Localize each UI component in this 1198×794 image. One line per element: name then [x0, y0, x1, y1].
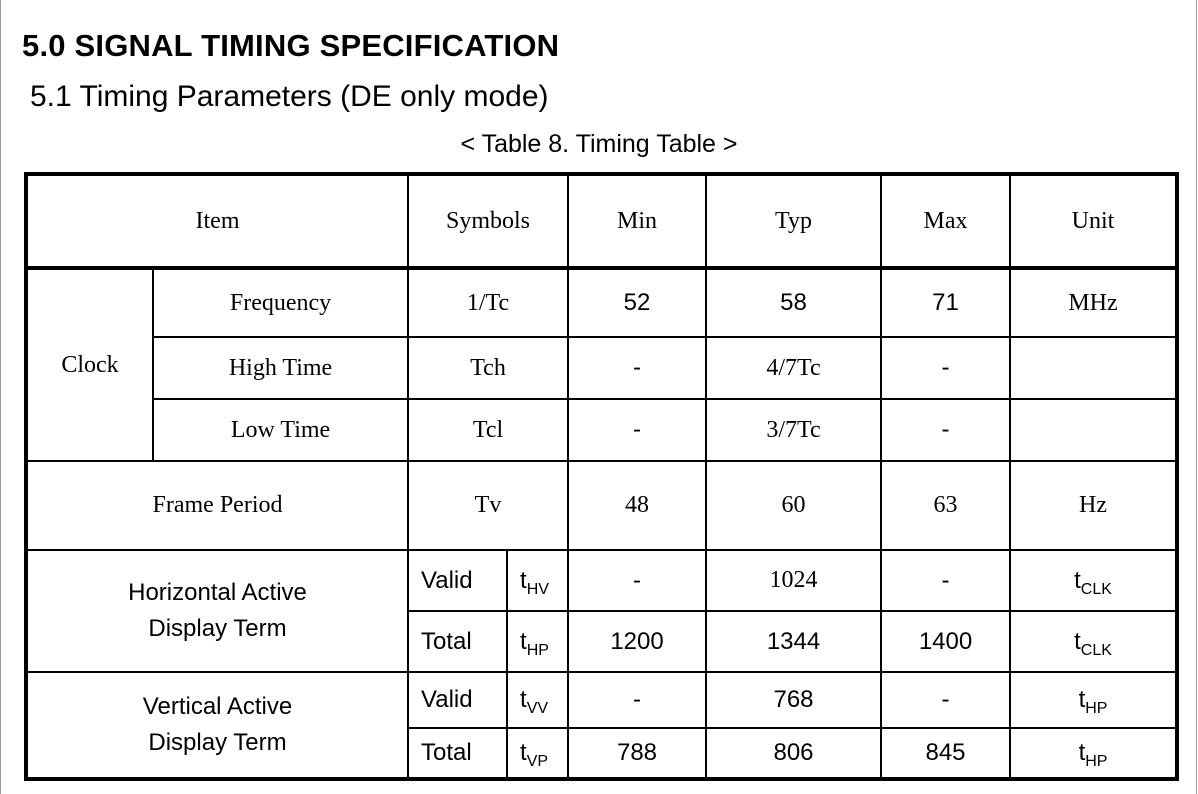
vertical-total-min: 788: [568, 728, 706, 779]
frequency-min: 52: [568, 268, 706, 337]
vertical-label-line2: Display Term: [148, 729, 287, 756]
header-typ: Typ: [706, 174, 881, 268]
table-row-horizontal-valid: [26, 550, 1177, 611]
high-time-max: -: [881, 337, 1010, 399]
header-item: Item: [26, 174, 408, 268]
frequency-max: 71: [881, 268, 1010, 337]
vertical-total-typ: 806: [706, 728, 881, 779]
vertical-total-unit: $t_{HP}$: [1010, 728, 1177, 779]
frame-period-max: 63: [881, 461, 1010, 550]
vertical-total-max: 845: [881, 728, 1010, 779]
low-time-min: -: [568, 399, 706, 461]
horizontal-total-name: Total: [408, 611, 507, 672]
high-time-min: -: [568, 337, 706, 399]
horizontal-total-typ: 1344: [706, 611, 881, 672]
page-border-left: [0, 0, 1, 794]
horizontal-valid-unit: $t_{CLK}$: [1010, 550, 1177, 611]
table-caption: < Table 8. Timing Table >: [460, 130, 738, 158]
frame-period-name: Frame Period: [26, 461, 408, 550]
horizontal-valid-typ: 1024: [706, 550, 881, 611]
frame-period-unit: Hz: [1010, 461, 1177, 550]
subsection-title: 5.1 Timing Parameters (DE only mode): [30, 80, 549, 113]
vertical-label: [26, 672, 408, 779]
table-row-clock-high-time: [26, 337, 1177, 399]
vertical-valid-min: -: [568, 672, 706, 728]
header-min: Min: [568, 174, 706, 268]
frequency-name: Frequency: [153, 268, 408, 337]
vertical-total-name: Total: [408, 728, 507, 779]
horizontal-total-max: 1400: [881, 611, 1010, 672]
vertical-total-symbol: $t_{VP}$: [507, 728, 568, 779]
horizontal-total-min: 1200: [568, 611, 706, 672]
frame-period-typ: 60: [706, 461, 881, 550]
high-time-symbol: Tch: [408, 337, 568, 399]
table-row-vertical-valid: [26, 672, 1177, 728]
vertical-valid-max: -: [881, 672, 1010, 728]
table-row-frame-period: [26, 461, 1177, 550]
table-row-clock-low-time: [26, 399, 1177, 461]
low-time-name: Low Time: [153, 399, 408, 461]
horizontal-total-unit: $t_{CLK}$: [1010, 611, 1177, 672]
vertical-valid-name: Valid: [408, 672, 507, 728]
vertical-valid-typ: 768: [706, 672, 881, 728]
low-time-typ: 3/7Tc: [706, 399, 881, 461]
frequency-unit: MHz: [1010, 268, 1177, 337]
frame-period-symbol: Tv: [408, 461, 568, 550]
horizontal-valid-min: -: [568, 550, 706, 611]
horizontal-label: [26, 550, 408, 672]
table-row-clock-frequency: [26, 268, 1177, 337]
high-time-unit: [1010, 337, 1177, 399]
header-row: [26, 174, 1177, 268]
low-time-max: -: [881, 399, 1010, 461]
vertical-label-line1: Vertical Active: [142, 693, 293, 720]
low-time-unit: [1010, 399, 1177, 461]
horizontal-valid-max: -: [881, 550, 1010, 611]
vertical-valid-unit: $t_{HP}$: [1010, 672, 1177, 728]
horizontal-valid-symbol: $t_{HV}$: [507, 550, 568, 611]
frequency-symbol: 1/Tc: [408, 268, 568, 337]
header-unit: Unit: [1010, 174, 1177, 268]
section-title: 5.0 SIGNAL TIMING SPECIFICATION: [22, 28, 560, 63]
horizontal-label-line1: Horizontal Active: [128, 579, 307, 606]
clock-label: Clock: [26, 268, 153, 461]
horizontal-label-line2: Display Term: [148, 615, 287, 642]
horizontal-total-symbol: $t_{HP}$: [507, 611, 568, 672]
header-symbols: Symbols: [408, 174, 568, 268]
frame-period-min: 48: [568, 461, 706, 550]
page-border-right: [1196, 0, 1197, 794]
high-time-typ: 4/7Tc: [706, 337, 881, 399]
high-time-name: High Time: [153, 337, 408, 399]
low-time-symbol: Tcl: [408, 399, 568, 461]
horizontal-valid-name: Valid: [408, 550, 507, 611]
frequency-typ: 58: [706, 268, 881, 337]
vertical-valid-symbol: $t_{VV}$: [507, 672, 568, 728]
header-max: Max: [881, 174, 1010, 268]
timing-table: [24, 172, 1179, 781]
